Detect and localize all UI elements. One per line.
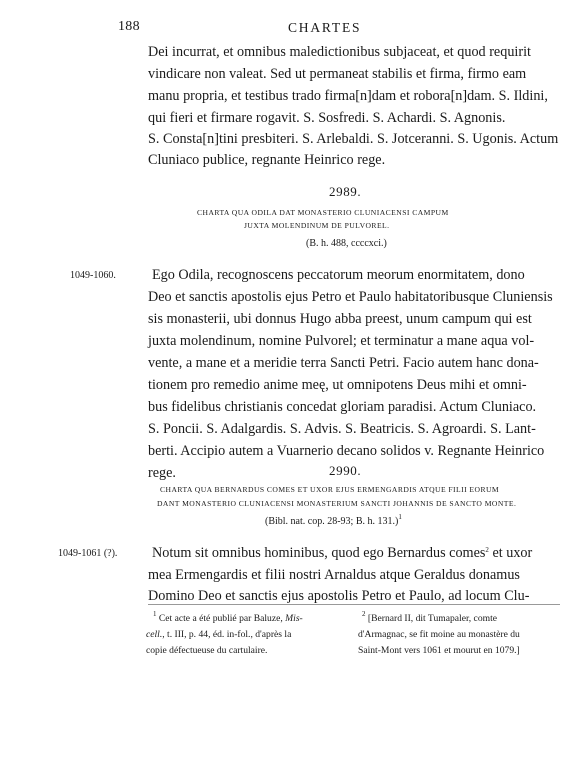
footnote-line: $^1$ Cet acte a été publié par Baluze, Mis-: [153, 610, 303, 624]
charter-title-line: CHARTA QUA ODILA DAT MONASTERIO CLUNIACENSI CAMPUM: [197, 208, 449, 217]
charter-title-line: JUXTA MOLENDINUM DE PULVOREL.: [244, 221, 390, 230]
text-line: berti. Accipio autem a Vuarnerio decano solidos v. Regnante Heinrico: [148, 443, 545, 459]
text-line: S. Poncii. S. Adalgardis. S. Advis. S. Beatricis. S. Agroardi. S. Lant-: [148, 421, 536, 437]
footnote-line: copie défectueuse du cartulaire.: [146, 645, 268, 656]
text-line: vente, a mane et a meridie terra Sancti Petri. Facio autem hanc dona-: [148, 355, 539, 371]
text-line: vindicare non valeat. Sed ut permaneat stabilis et firma, firmo eam: [148, 66, 527, 82]
charter-number: 2990.: [329, 463, 362, 478]
text-line: Notum sit omnibus hominibus, quod ego Bernardus comes$^2$ et uxor: [152, 545, 533, 561]
text-line: bus fidelibus christianis concedat gloriam paradisi. Actum Cluniaco.: [148, 399, 537, 415]
text-line: S. Consta[n]tini presbiteri. S. Arlebaldi. S. Jotceranni. S. Ugonis. Actum: [148, 131, 559, 147]
text-line: Domino Deo et sanctis ejus apostolis Petro et Paulo, ad locum Clu-: [148, 588, 530, 604]
footnote-line: d'Armagnac, se fit moine au monastère du: [358, 629, 520, 640]
text-line: tionem pro remedio anime meę, ut omnipotens Deus mihi et omni-: [148, 377, 527, 393]
charter-title-line: DANT MONASTERIO CLUNIACENSI MONASTERIUM SANCTI JOHANNIS DE SANCTO MONTE.: [157, 499, 517, 508]
charter-number: 2989.: [329, 184, 362, 199]
text-line: sis monasterii, ubi donnus Hugo abba preest, unum campum qui est: [148, 311, 532, 327]
text-line: qui fieri et firmare rogavit. S. Sosfredi. S. Achardi. S. Agnonis.: [148, 110, 506, 126]
charter-source: (Bibl. nat. cop. 28-93; B. h. 131.)$^1$: [265, 513, 402, 527]
footnote-line: cell., t. III, p. 44, éd. in-fol., d'après la: [146, 629, 292, 640]
footnote-divider: [148, 604, 560, 605]
running-title: CHARTES: [288, 20, 362, 35]
text-line: Dei incurrat, et omnibus maledictionibus subjaceat, et quod requirit: [148, 44, 531, 60]
charter-date: 1049-1060.: [70, 270, 116, 281]
text-line: mea Ermengardis et filii nostri Arnaldus atque Geraldus donamus: [148, 567, 520, 583]
text-line: Cluniaco publice, regnante Heinrico rege.: [148, 152, 386, 168]
text-line: rege.: [148, 465, 176, 481]
footnote-marker: 2: [485, 546, 489, 554]
text-line: Ego Odila, recognoscens peccatorum meorum enormitatem, dono: [152, 267, 525, 283]
footnote-line: $^2$ [Bernard II, dit Tumapaler, comte: [362, 610, 497, 624]
charter-date: 1049-1061 (?).: [58, 548, 118, 559]
text-line: Deo et sanctis apostolis ejus Petro et Paulo habitatoribusque Cluniensis: [148, 289, 553, 305]
page-number: 188: [118, 19, 140, 34]
text-line: manu propria, et testibus trado firma[n]dam et robora[n]dam. S. Ildini,: [148, 88, 548, 104]
charter-title-line: CHARTA QUA BERNARDUS COMES ET UXOR EJUS ERMENGARDIS ATQUE FILII EORUM: [160, 485, 500, 494]
charter-source: (B. h. 488, ccccxci.): [306, 238, 387, 249]
footnote-marker: 1: [398, 513, 402, 521]
text-line: juxta molendinum, nomine Pulvorel; et terminatur a mane aqua vol-: [148, 333, 535, 349]
footnote-line: Saint-Mont vers 1061 et mourut en 1079.]: [358, 645, 520, 656]
